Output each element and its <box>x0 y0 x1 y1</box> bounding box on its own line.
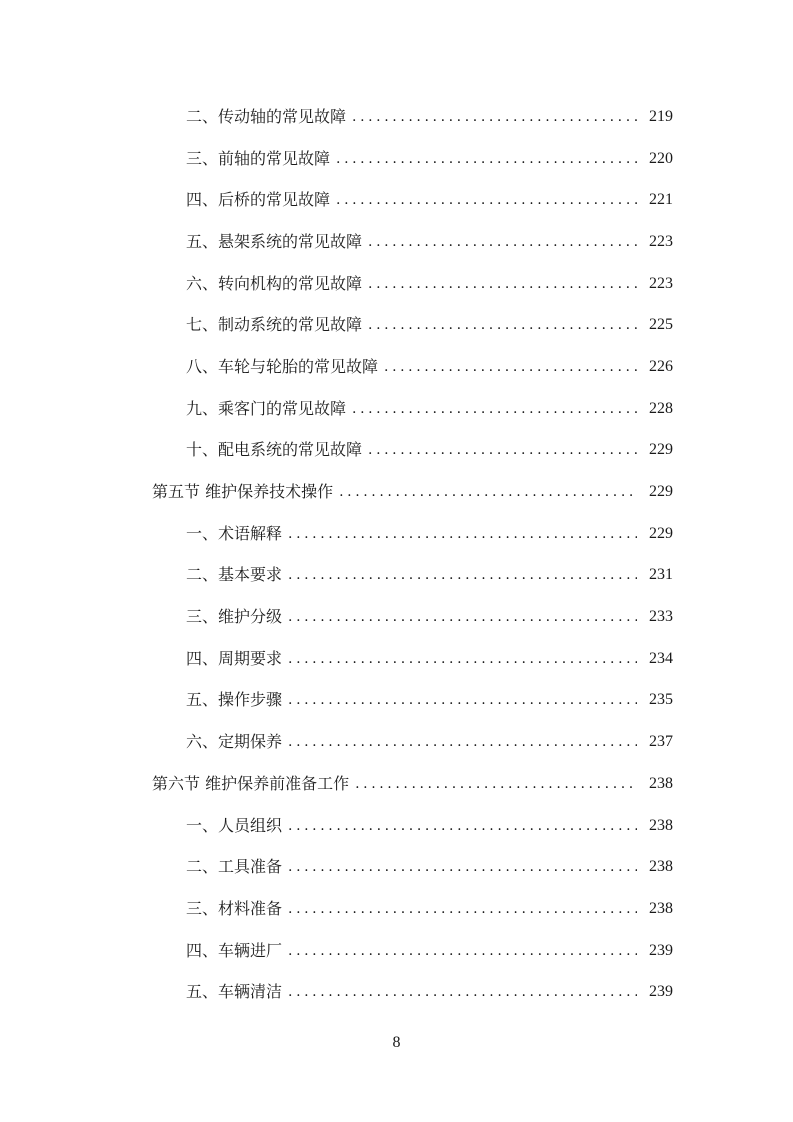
dot-leader <box>352 107 637 127</box>
dot-leader <box>288 982 637 1002</box>
toc-entry-page: 238 <box>649 816 673 834</box>
toc-entry-page: 229 <box>649 524 673 542</box>
toc-entry-page: 238 <box>649 858 673 876</box>
toc-entry-page: 238 <box>649 774 673 792</box>
dot-leader <box>288 607 637 627</box>
toc-subsection-entry[interactable] <box>0 179 793 221</box>
toc-entry-title: 第六节 维护保养前准备工作 <box>152 773 350 793</box>
toc-subsection-entry[interactable] <box>0 930 793 972</box>
dot-leader <box>368 440 637 460</box>
toc-subsection-entry[interactable] <box>0 221 793 263</box>
toc-subsection-entry[interactable] <box>0 680 793 722</box>
toc-entry-page: 231 <box>649 566 673 584</box>
toc-subsection-entry[interactable] <box>0 304 793 346</box>
toc-entry-page: 220 <box>649 149 673 167</box>
toc-subsection-entry[interactable] <box>0 846 793 888</box>
dot-leader <box>339 482 637 502</box>
page-number: 8 <box>392 1034 401 1051</box>
toc-entry-page: 225 <box>649 316 673 334</box>
toc-entry-title: 五、操作步骤 <box>186 690 283 710</box>
toc-entry-page: 226 <box>649 357 673 375</box>
table-of-contents <box>0 96 793 1013</box>
dot-leader <box>336 149 637 169</box>
dot-leader <box>288 857 637 877</box>
toc-subsection-entry[interactable] <box>0 596 793 638</box>
toc-subsection-entry[interactable] <box>0 971 793 1013</box>
toc-subsection-entry[interactable] <box>0 388 793 430</box>
toc-entry-title: 四、周期要求 <box>186 648 283 668</box>
toc-entry-title: 五、车辆清洁 <box>186 982 283 1002</box>
toc-subsection-entry[interactable] <box>0 805 793 847</box>
toc-entry-page: 229 <box>649 441 673 459</box>
toc-subsection-entry[interactable] <box>0 638 793 680</box>
toc-entry-title: 四、车辆进厂 <box>186 940 283 960</box>
toc-subsection-entry[interactable] <box>0 138 793 180</box>
dot-leader <box>368 315 637 335</box>
toc-entry-title: 六、定期保养 <box>186 732 283 752</box>
dot-leader <box>368 232 637 252</box>
dot-leader <box>368 274 637 294</box>
toc-entry-page: 229 <box>649 483 673 501</box>
toc-entry-page: 233 <box>649 608 673 626</box>
toc-subsection-entry[interactable] <box>0 555 793 597</box>
dot-leader <box>336 190 637 210</box>
toc-entry-page: 221 <box>649 191 673 209</box>
toc-entry-title: 第五节 维护保养技术操作 <box>152 482 334 502</box>
toc-subsection-entry[interactable] <box>0 346 793 388</box>
toc-subsection-entry[interactable] <box>0 263 793 305</box>
toc-entry-page: 228 <box>649 399 673 417</box>
toc-entry-title: 八、车轮与轮胎的常见故障 <box>186 356 379 376</box>
toc-section-entry[interactable] <box>0 471 793 513</box>
toc-entry-title: 七、制动系统的常见故障 <box>186 315 363 335</box>
toc-subsection-entry[interactable] <box>0 513 793 555</box>
toc-entry-page: 234 <box>649 649 673 667</box>
dot-leader <box>288 690 637 710</box>
dot-leader <box>288 732 637 752</box>
toc-entry-title: 一、术语解释 <box>186 523 283 543</box>
toc-entry-title: 六、转向机构的常见故障 <box>186 273 363 293</box>
toc-entry-page: 219 <box>649 107 673 125</box>
toc-entry-page: 239 <box>649 983 673 1001</box>
toc-entry-page: 239 <box>649 941 673 959</box>
toc-entry-title: 一、人员组织 <box>186 815 283 835</box>
toc-entry-title: 三、维护分级 <box>186 607 283 627</box>
toc-section-entry[interactable] <box>0 763 793 805</box>
toc-subsection-entry[interactable] <box>0 430 793 472</box>
toc-subsection-entry[interactable] <box>0 96 793 138</box>
toc-subsection-entry[interactable] <box>0 721 793 763</box>
toc-entry-page: 223 <box>649 232 673 250</box>
toc-entry-title: 十、配电系统的常见故障 <box>186 440 363 460</box>
dot-leader <box>288 649 637 669</box>
dot-leader <box>355 774 637 794</box>
toc-entry-title: 四、后桥的常见故障 <box>186 190 331 210</box>
dot-leader <box>288 565 637 585</box>
dot-leader <box>288 899 637 919</box>
toc-entry-title: 二、工具准备 <box>186 857 283 877</box>
toc-entry-title: 五、悬架系统的常见故障 <box>186 231 363 251</box>
toc-entry-page: 238 <box>649 899 673 917</box>
toc-subsection-entry[interactable] <box>0 888 793 930</box>
toc-entry-title: 三、材料准备 <box>186 898 283 918</box>
dot-leader <box>288 941 637 961</box>
toc-entry-page: 235 <box>649 691 673 709</box>
dot-leader <box>288 816 637 836</box>
toc-entry-title: 二、传动轴的常见故障 <box>186 106 347 126</box>
toc-entry-title: 三、前轴的常见故障 <box>186 148 331 168</box>
toc-entry-title: 九、乘客门的常见故障 <box>186 398 347 418</box>
toc-entry-page: 223 <box>649 274 673 292</box>
dot-leader <box>384 357 637 377</box>
toc-entry-title: 二、基本要求 <box>186 565 283 585</box>
dot-leader <box>288 524 637 544</box>
toc-entry-page: 237 <box>649 733 673 751</box>
dot-leader <box>352 399 637 419</box>
